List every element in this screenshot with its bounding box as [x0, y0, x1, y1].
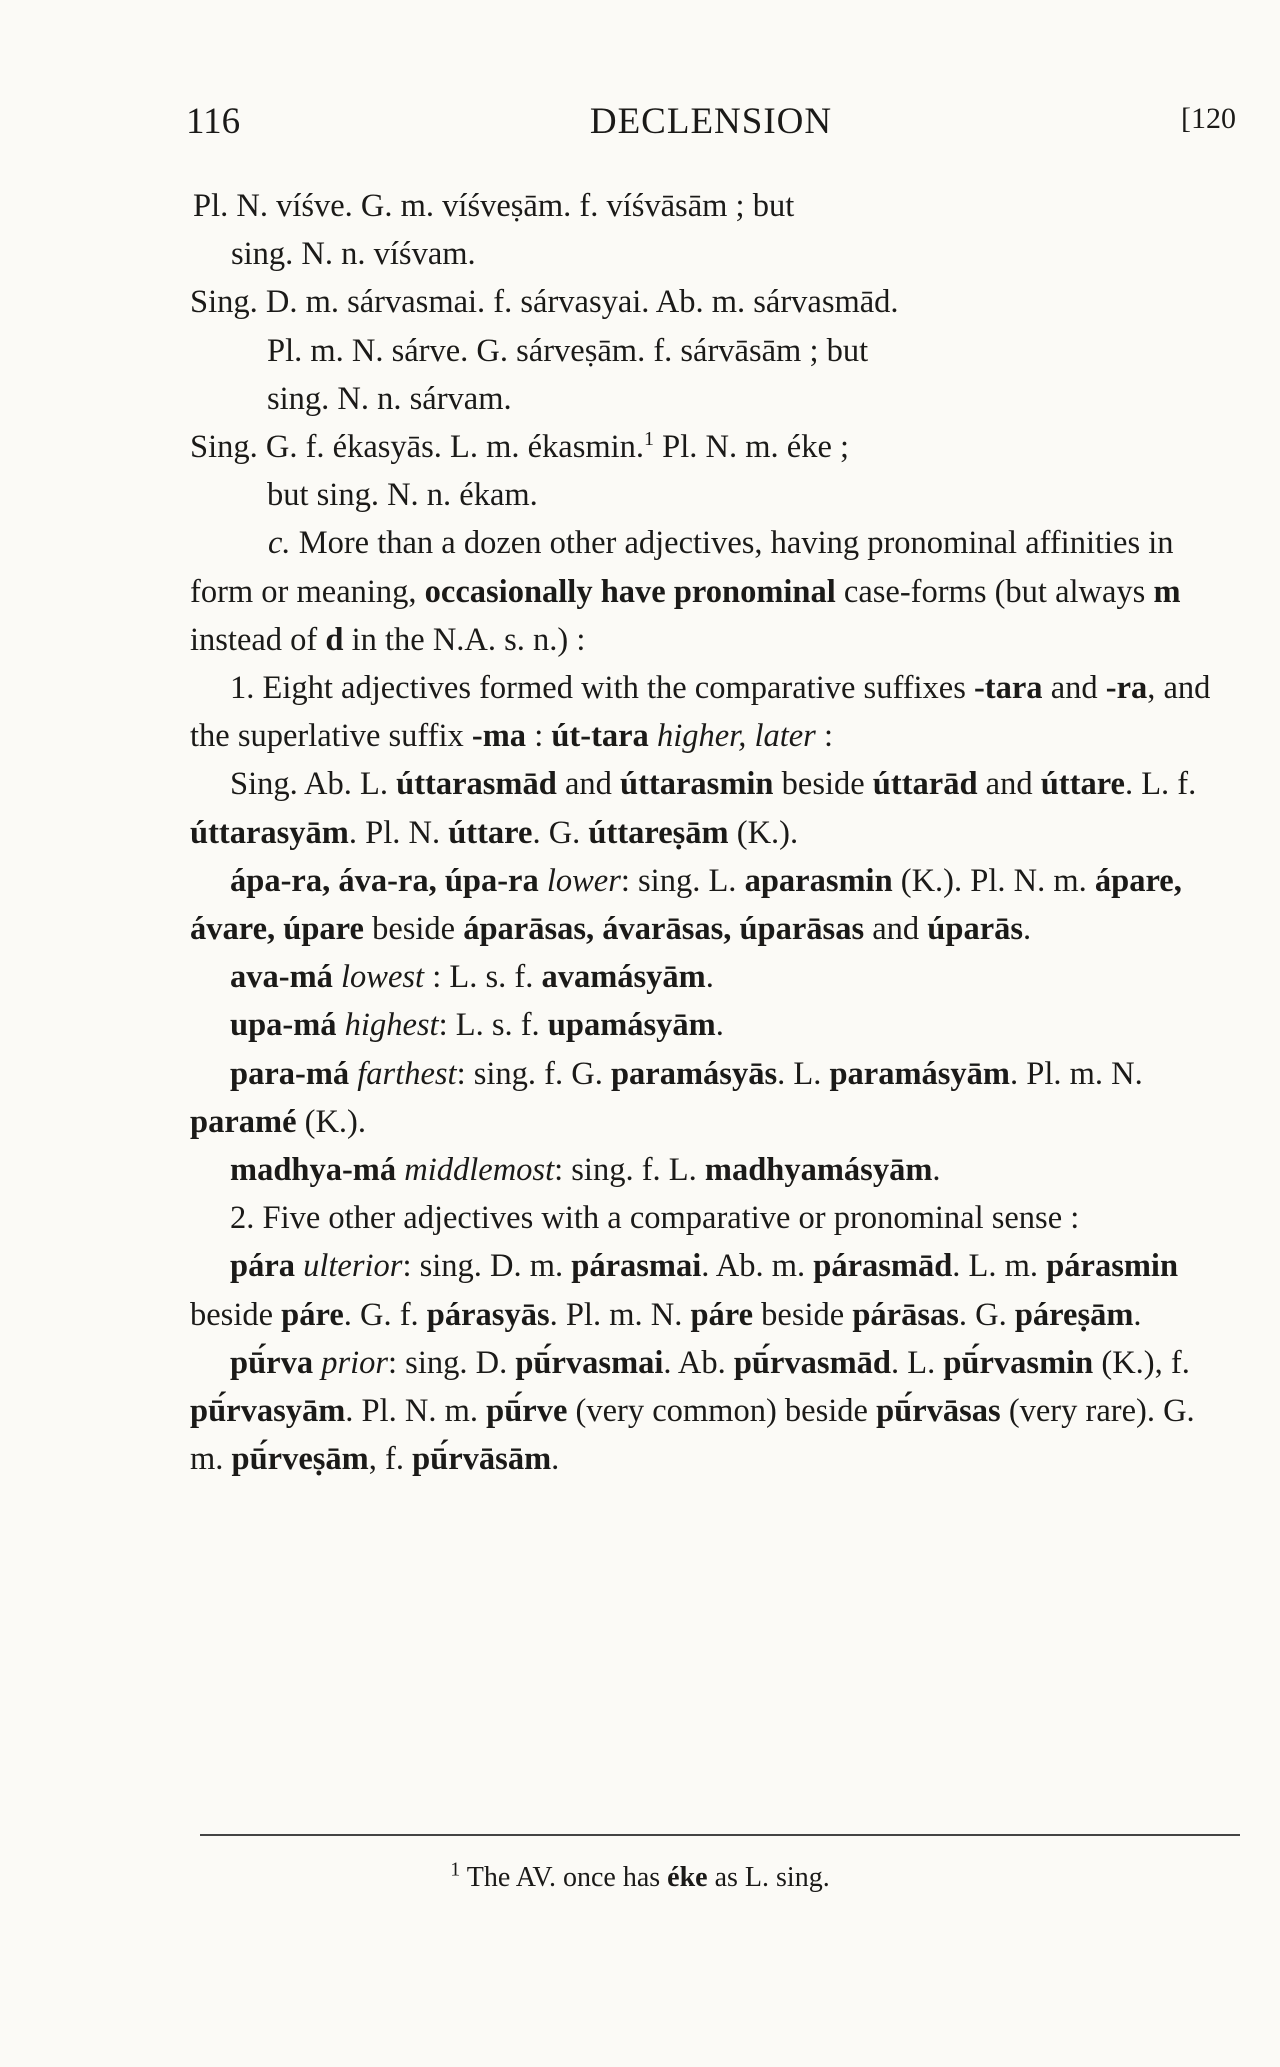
text-run: but sing. N. n. ékam. — [267, 477, 538, 514]
bold-run: -tara — [973, 670, 1043, 707]
bold-run: pū́rvasmād — [733, 1344, 891, 1381]
bold-run: pū́rveṣām — [231, 1441, 369, 1478]
text-run: (K.). Pl. N. m. — [892, 862, 1095, 899]
text-run: (K.). — [728, 814, 799, 851]
text-run: , f. — [368, 1441, 413, 1478]
bold-run: ava-má — [230, 959, 333, 996]
italic-run: prior — [321, 1344, 389, 1381]
italic-run: lower — [546, 862, 621, 899]
section-label: c. — [268, 525, 291, 562]
text-run: 1. Eight adjectives formed with the comparative suffixes — [230, 670, 974, 707]
bold-run: madhya-má — [230, 1152, 397, 1189]
text-run: . L. m. — [952, 1248, 1047, 1285]
paragraph-1 — [190, 664, 1235, 760]
bold-run: paramásyās — [610, 1055, 778, 1092]
bold-run: áparāsas, ávarāsas, úparāsas — [463, 911, 865, 948]
paragraph-avama — [190, 953, 1235, 1001]
text-run: beside — [363, 911, 464, 948]
paragraph-uttara — [190, 760, 1235, 856]
bold-run: madhyamásyām — [704, 1152, 933, 1189]
paragraph-sarva — [190, 278, 1235, 423]
text-run: (very common) beside — [567, 1393, 877, 1430]
bold-run: upa-má — [230, 1007, 337, 1044]
bold-run: pára — [230, 1248, 295, 1285]
section-number: [120 — [1181, 102, 1236, 135]
bold-run: párāsas — [852, 1296, 959, 1333]
bold-run: párasmād — [813, 1248, 953, 1285]
text-run: More than a dozen other adjectives, having pronominal affinities in form or meaning, — [190, 525, 1174, 610]
text-run: . — [705, 959, 714, 996]
bold-run: m — [1153, 573, 1181, 610]
bold-run: ápa-ra, áva-ra, úpa-ra — [230, 862, 539, 899]
text-run: . Pl. N. m. — [345, 1393, 487, 1430]
bold-run: pū́rvasmin — [943, 1344, 1094, 1381]
text-run: . Pl. m. N. — [1010, 1055, 1143, 1092]
text-run: . G. f. — [343, 1296, 427, 1333]
text-run: . L. — [777, 1055, 830, 1092]
text-run: Sing. D. m. sárvasmai. f. sárvasyai. Ab. m. sárvasmād. — [190, 284, 899, 321]
bold-run: pū́rvasyām — [190, 1393, 346, 1430]
bold-run: -ra — [1105, 670, 1148, 707]
paragraph-apara — [190, 857, 1235, 953]
bold-run: úttarasyām — [190, 814, 349, 851]
bold-run: ápare, ávare, úpare — [190, 862, 1182, 948]
text-run: (K.). — [296, 1103, 366, 1140]
bold-run: pū́rvāsas — [876, 1393, 1001, 1430]
text-run: : — [815, 718, 833, 755]
text-run: : sing. D. — [388, 1344, 516, 1381]
bold-run: úttarasmād — [396, 766, 557, 803]
bold-run: aparasmin — [744, 862, 893, 899]
bold-run: párasmin — [1046, 1248, 1179, 1285]
paragraph-parama — [190, 1050, 1235, 1146]
text-run: beside — [190, 1296, 282, 1333]
text-run: beside — [753, 1296, 853, 1333]
footnote-ref[interactable]: 1 — [644, 428, 655, 451]
bold-run: d — [325, 621, 344, 658]
bold-run: úttare — [1040, 766, 1125, 803]
text-run: and — [556, 766, 621, 803]
paragraph-para — [190, 1242, 1235, 1338]
bold-run: úparās — [927, 911, 1024, 948]
text-run: , and the superlative suffix — [190, 670, 1211, 755]
text-run: . Pl. N. — [348, 814, 449, 851]
paragraph-upama — [190, 1001, 1235, 1049]
text-run: . — [932, 1152, 941, 1189]
bold-run: paramásyām — [829, 1055, 1010, 1092]
italic-run: farthest — [357, 1055, 457, 1092]
bold-run: úttare — [448, 814, 533, 851]
text-run: . G. — [532, 814, 589, 851]
paragraph-visve — [152, 182, 1235, 278]
bold-run: occasionally have pronominal — [424, 573, 836, 610]
text-run: Pl. N. m. éke ; — [654, 429, 850, 466]
paragraph-purva — [190, 1339, 1235, 1484]
text-run: : L. s. f. — [424, 959, 542, 996]
bold-run: para-má — [230, 1055, 350, 1092]
paragraph-eka — [190, 423, 1235, 519]
text-run: . — [551, 1441, 560, 1478]
text-run: in the N.A. s. n.) : — [343, 621, 586, 658]
running-header — [186, 100, 1236, 150]
text-run: . Pl. m. N. — [549, 1296, 691, 1333]
footnote-divider — [200, 1834, 1240, 1836]
bold-run: párasyās — [426, 1296, 550, 1333]
footnote-marker: 1 — [450, 1858, 461, 1881]
text-run: . G. — [958, 1296, 1015, 1333]
text-run: sing. N. n. víśvam. — [231, 236, 476, 273]
italic-run: middlemost — [404, 1152, 555, 1189]
page-number: 116 — [186, 101, 241, 142]
text-run: and — [864, 911, 928, 948]
bold-run: upamásyām — [547, 1007, 716, 1044]
italic-run: ulterior — [303, 1248, 403, 1285]
paragraph-madhyama — [190, 1146, 1235, 1194]
text-run: . L. — [890, 1344, 944, 1381]
text-run: . — [715, 1007, 724, 1044]
bold-run: pū́rve — [486, 1393, 568, 1430]
bold-run: pū́rvāsām — [412, 1441, 552, 1478]
bold-run: úttarasmin — [620, 766, 774, 803]
text-run: (very rare). G. m. — [190, 1393, 1195, 1478]
bold-run: út-tara — [551, 718, 649, 755]
italic-run: highest — [344, 1007, 439, 1044]
text-run: Pl. m. N. sárve. G. sárveṣām. f. sárvāsām ; but — [267, 332, 869, 369]
footnote-text-end: as L. sing. — [707, 1862, 830, 1893]
text-run: : sing. f. L. — [554, 1152, 705, 1189]
body-text — [190, 182, 1235, 1483]
bold-run: úttareṣām — [588, 814, 729, 851]
text-run: . Ab. m. — [701, 1248, 814, 1285]
text-run: 2. Five other adjectives with a comparative or pronominal sense : — [230, 1200, 1080, 1237]
text-run: : L. s. f. — [438, 1007, 548, 1044]
bold-run: páre — [690, 1296, 754, 1333]
italic-run: lowest — [341, 959, 425, 996]
text-run: : sing. f. G. — [456, 1055, 611, 1092]
text-run: : sing. L. — [620, 862, 745, 899]
bold-run: úttarād — [872, 766, 978, 803]
bold-run: pū́rvasmai — [515, 1344, 664, 1381]
bold-run: páre — [281, 1296, 344, 1333]
text-run: (K.), f. — [1093, 1344, 1190, 1381]
paragraph-c — [190, 519, 1235, 664]
text-run: . — [1133, 1296, 1142, 1333]
text-run: Sing. G. f. ékasyās. L. m. ékasmin. — [190, 429, 645, 466]
text-run: beside — [773, 766, 873, 803]
footnote-bold: éke — [667, 1862, 708, 1893]
bold-run: párasmai — [571, 1248, 702, 1285]
paragraph-2 — [190, 1194, 1235, 1242]
italic-run: higher, later — [656, 718, 816, 755]
text-run: instead of — [190, 621, 326, 658]
text-run: sing. N. n. sárvam. — [267, 380, 512, 417]
text-run — [649, 718, 657, 754]
text-run: Pl. N. víśve. G. m. víśveṣām. f. víśvāsām ; but — [193, 188, 795, 224]
bold-run: -ma — [471, 718, 527, 755]
page-title: DECLENSION — [589, 101, 833, 142]
text-run: : — [526, 718, 552, 755]
text-run: . Ab. — [663, 1344, 734, 1381]
bold-run: avamásyām — [541, 959, 706, 996]
text-run: and — [1042, 670, 1106, 707]
text-run: and — [977, 766, 1041, 803]
footnote — [0, 1858, 1280, 1894]
text-run: Sing. Ab. L. — [230, 766, 397, 803]
footnote-text: The AV. once has — [460, 1862, 668, 1893]
text-run: . — [1023, 911, 1032, 948]
text-run: : sing. D. m. — [402, 1248, 572, 1285]
text-run: . L. f. — [1124, 766, 1197, 803]
text-run: case-forms (but always — [835, 573, 1154, 610]
bold-run: paramé — [190, 1103, 297, 1140]
bold-run: páreṣām — [1014, 1296, 1134, 1333]
bold-run: pū́rva — [230, 1344, 314, 1381]
